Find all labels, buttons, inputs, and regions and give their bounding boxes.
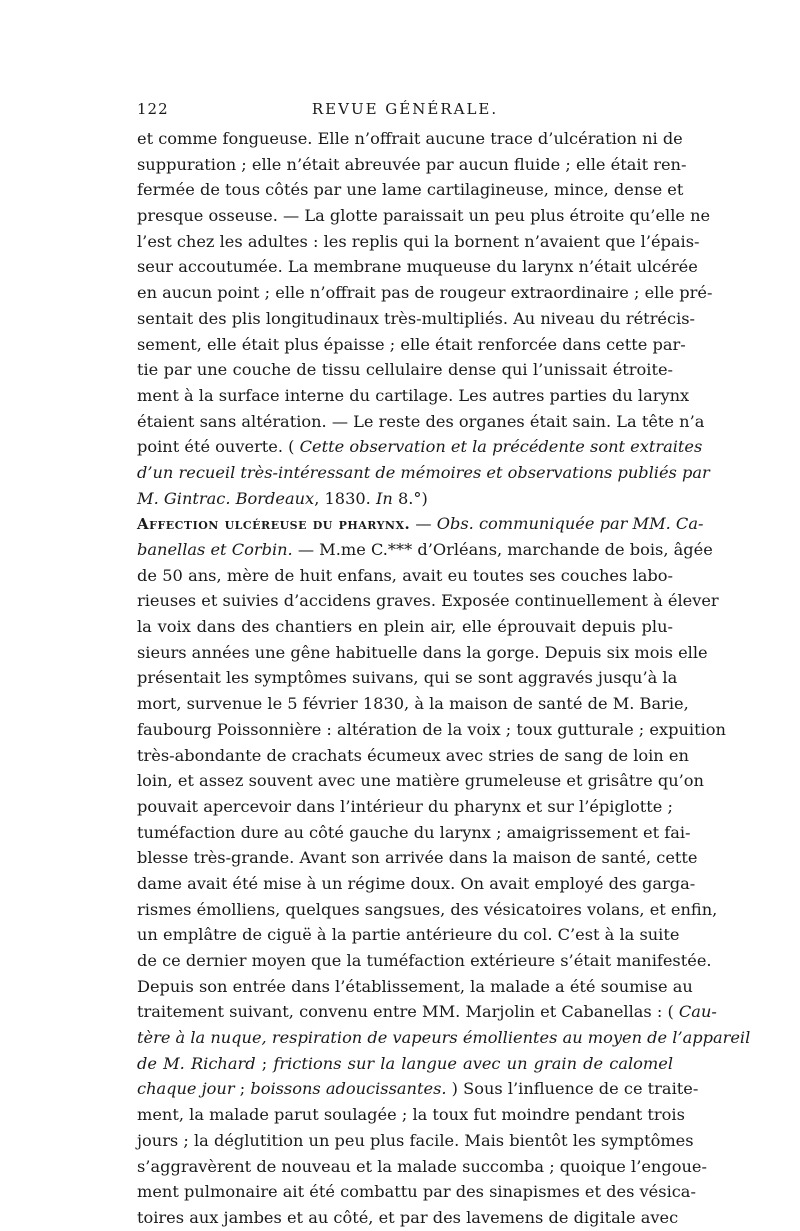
book-page (137, 100, 751, 1231)
text-line (137, 177, 684, 203)
text-line (137, 332, 686, 358)
text-run: tie par une couche de tissu cellulaire dense qui l’unissait étroite- (137, 360, 673, 380)
text-run: blesse très-grande. Avant son arrivée dans la maison de santé, cette (137, 848, 698, 868)
text-run: sentait des plis longitudinaux très-multipliés. Au niveau du rétrécis- (137, 308, 696, 328)
text-run: l’est chez les adultes : les replis qui la bornent n’avaient que l’épais- (137, 231, 700, 251)
text-run: la voix dans des chantiers en plein air, elle éprouvait depuis plu- (137, 617, 673, 637)
running-title: REVUE GÉNÉRALE. (311, 100, 499, 118)
text-line (137, 152, 687, 178)
text-line (137, 1025, 751, 1051)
text-line (137, 691, 689, 717)
text-run: rieuses et suivies d’accidens graves. Exposée continuellement à élever (137, 591, 719, 611)
text-run: seur accoutumée. La membrane muqueuse du larynx n’était ulcérée (137, 257, 698, 277)
text-run: jours ; la déglutition un peu plus facile. Mais bientôt les symptômes (137, 1130, 694, 1150)
text-line (137, 460, 710, 486)
italic-text: de M. Richard (137, 1053, 256, 1073)
text-line (137, 511, 704, 537)
text-line (137, 717, 726, 743)
text-run: en aucun point ; elle n’offrait pas de rougeur extraordinaire ; elle pré- (137, 283, 713, 303)
text-line (137, 588, 719, 614)
text-run: toires aux jambes et au côté, et par des lavemens de digitale avec (137, 1207, 679, 1227)
text-line (137, 1076, 699, 1102)
text-run: mort, survenue le 5 février 1830, à la maison de santé de M. Barie, (137, 694, 689, 714)
text-run: pouvait apercevoir dans l’intérieur du pharynx et sur l’épiglotte ; (137, 796, 673, 816)
italic-text: d’un recueil très-intéressant de mémoires et observations publiés par (137, 462, 710, 482)
text-line (137, 357, 673, 383)
text-run: ment à la surface interne du cartilage. Les autres parties du larynx (137, 385, 690, 405)
text-line (137, 871, 696, 897)
text-run: s’aggravèrent de nouveau et la malade succomba ; quoique l’engoue- (137, 1156, 707, 1176)
text-run: rismes émolliens, quelques sangsues, des vésicatoires volans, et enfin, (137, 899, 718, 919)
body-text (137, 126, 751, 1231)
italic-text: M. Gintrac. Bordeaux (137, 488, 315, 508)
text-run: de 50 ans, mère de huit enfans, avait eu toutes ses couches labo- (137, 565, 673, 585)
text-run: fermée de tous côtés par une lame cartilagineuse, mince, dense et (137, 180, 684, 200)
text-line (137, 1179, 696, 1205)
italic-text: chaque jour (137, 1079, 235, 1099)
text-line (137, 820, 691, 846)
text-line (137, 1051, 673, 1077)
italic-text: In (375, 488, 393, 508)
text-line (137, 1102, 685, 1128)
text-run: loin, et assez souvent avec une matière grumeleuse et grisâtre qu’on (137, 771, 704, 791)
text-line (137, 922, 680, 948)
text-line (137, 1128, 694, 1154)
text-run: , 1830. (314, 488, 376, 508)
section-heading: Affection ulcéreuse du pharynx. (137, 515, 411, 534)
text-line (137, 794, 673, 820)
italic-text: banellas et Corbin. (137, 540, 293, 559)
text-run: ; (255, 1053, 274, 1073)
text-run: de ce dernier moyen que la tuméfaction extérieure s’était manifestée. (137, 951, 712, 970)
text-line (137, 280, 713, 306)
text-run: point été ouverte. ( (137, 437, 300, 457)
text-run: présentait les symptômes suivans, qui se sont aggravés jusqu’à la (137, 668, 678, 688)
italic-text: tère à la nuque, respiration de vapeurs émollientes au moyen de l’appareil (137, 1028, 751, 1048)
text-line (137, 897, 718, 923)
italic-text: Cau- (678, 1002, 717, 1022)
text-run: tuméfaction dure au côté gauche du larynx ; amaigrissement et fai- (137, 822, 691, 842)
text-line (137, 614, 673, 640)
text-run: ment, la malade parut soulagée ; la toux fut moindre pendant trois (137, 1105, 685, 1125)
italic-text: Cette observation et la précédente sont extraites (299, 437, 703, 457)
text-run: presque osseuse. — La glotte paraissait un peu plus étroite qu’elle ne (137, 206, 711, 226)
italic-text: Obs. communiquée par MM. Ca- (436, 514, 704, 534)
running-head (137, 100, 673, 124)
text-run: suppuration ; elle n’était abreuvée par aucun fluide ; elle était ren- (137, 154, 687, 174)
text-line (137, 486, 673, 512)
italic-text: boissons adoucissantes. (250, 1079, 447, 1099)
text-line (137, 409, 705, 435)
page-number: 122 (137, 100, 169, 118)
text-line (137, 640, 708, 666)
text-run: un emplâtre de ciguë à la partie antérieure du col. C’est à la suite (137, 925, 680, 945)
italic-text: frictions sur la langue avec un grain de calomel (273, 1053, 674, 1073)
text-line (137, 1154, 707, 1180)
text-line (137, 974, 693, 1000)
text-run: sieurs années une gêne habituelle dans la gorge. Depuis six mois elle (137, 642, 708, 662)
text-line (137, 306, 696, 332)
text-line (137, 948, 712, 974)
text-line (137, 768, 704, 794)
text-run: ; (234, 1079, 251, 1099)
text-run: très-abondante de crachats écumeux avec stries de sang de loin en (137, 745, 689, 765)
text-run: et comme fongueuse. Elle n’offrait aucune trace d’ulcération ni de (137, 129, 683, 148)
text-run: — (410, 514, 437, 534)
text-run: 8.°) (392, 488, 428, 508)
text-line (137, 434, 703, 460)
text-run: Depuis son entrée dans l’établissement, la malade a été soumise au (137, 976, 693, 996)
text-run: sement, elle était plus épaisse ; elle était renforcée dans cette par- (137, 334, 686, 354)
text-line (137, 1205, 679, 1231)
text-line (137, 254, 698, 280)
text-line (137, 743, 689, 769)
text-line (137, 665, 678, 691)
text-run: étaient sans altération. — Le reste des organes était sain. La tête n’a (137, 411, 705, 431)
text-run: ) Sous l’influence de ce traite- (446, 1079, 699, 1099)
text-run: dame avait été mise à un régime doux. On avait employé des garga- (137, 873, 696, 893)
text-run: — M.me C.*** d’Orléans, marchande de bois, âgée (292, 540, 713, 559)
text-line (137, 845, 698, 871)
text-line (137, 999, 717, 1025)
text-line (137, 563, 673, 589)
text-run: traitement suivant, convenu entre MM. Marjolin et Cabanellas : ( (137, 1002, 679, 1022)
text-line (137, 537, 713, 563)
text-line (137, 126, 683, 152)
text-run: ment pulmonaire ait été combattu par des sinapismes et des vésica- (137, 1182, 696, 1202)
text-line (137, 383, 690, 409)
text-line (137, 229, 700, 255)
text-run: faubourg Poissonnière : altération de la voix ; toux gutturale ; expuition (137, 719, 726, 739)
text-line (137, 203, 711, 229)
